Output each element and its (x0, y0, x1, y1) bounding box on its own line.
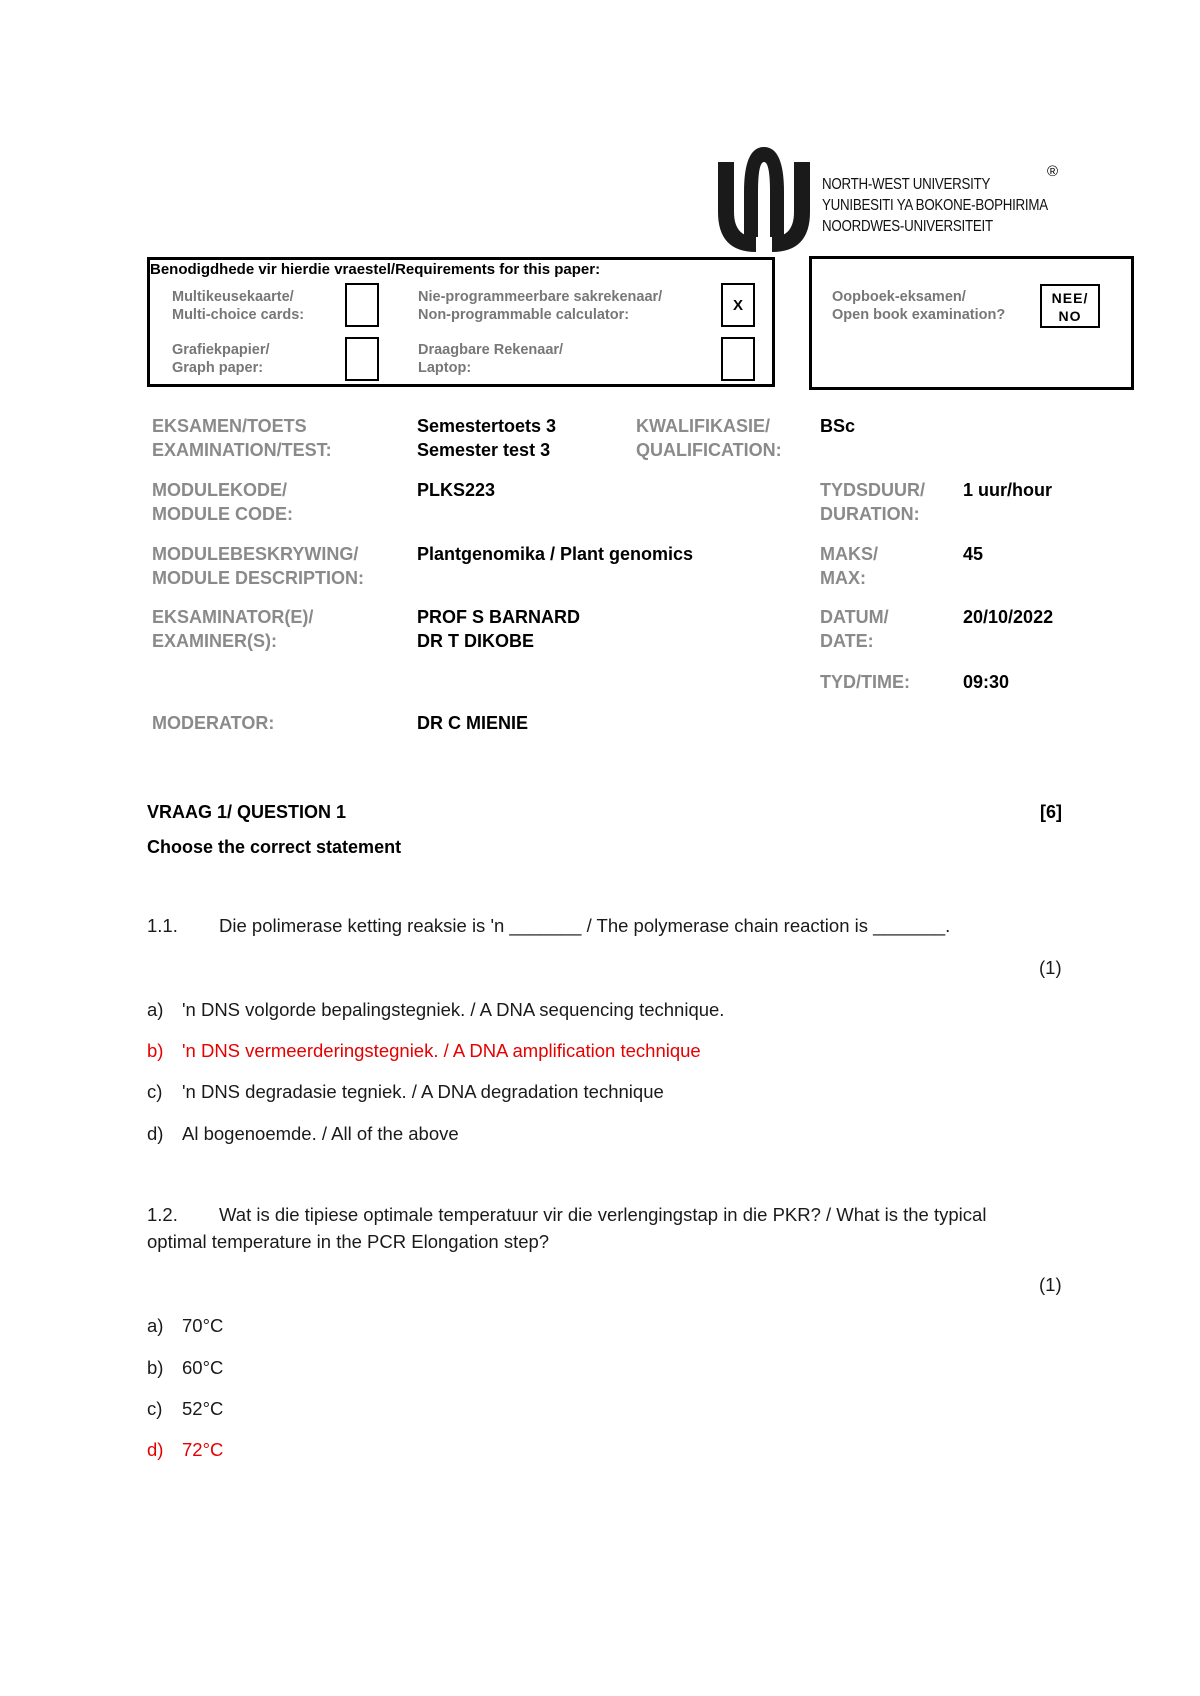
university-name (822, 174, 1048, 237)
question-marks: (1) (1039, 957, 1062, 978)
question-heading: VRAAG 1/ QUESTION 1 (147, 802, 347, 822)
time-value: 09:30 (963, 672, 1010, 692)
question-number: 1.1. (147, 915, 178, 936)
exam-type-label: EKSAMEN/TOETS EXAMINATION/TEST: (152, 416, 332, 460)
question-number: 1.2. (147, 1204, 178, 1225)
graph-paper-label: Grafiekpapier/ Graph paper: (172, 342, 270, 376)
option-d: d) Al bogenoemde. / All of the above (147, 1123, 459, 1144)
moderator-value: DR C MIENIE (417, 713, 529, 733)
option-c: c) 52°C (147, 1398, 224, 1419)
option-d-correct: d) 72°C (147, 1439, 224, 1460)
mc-cards-label: Multikeusekaarte/ Multi-choice cards: (172, 289, 305, 323)
exam-type-value: Semestertoets 3 Semester test 3 (417, 416, 557, 460)
question-text-line1: Wat is die tipiese optimale temperatuur vir die verlengingstap in die PKR? / What is the typical (219, 1204, 987, 1225)
mc-cards-checkbox[interactable] (345, 283, 379, 327)
module-description-value: Plantgenomika / Plant genomics (417, 544, 694, 564)
question-instruction: Choose the correct statement (147, 837, 402, 857)
check-mark: X (732, 296, 743, 314)
qualification-value: BSc (820, 416, 856, 436)
graph-paper-checkbox[interactable] (345, 337, 379, 381)
max-marks-label: MAKS/ MAX: (820, 544, 878, 588)
examiners-value: PROF S BARNARD DR T DIKOBE (417, 607, 581, 651)
question-text: Die polimerase ketting reaksie is 'n _______ / The polymerase chain reaction is _______. (219, 915, 951, 936)
university-name-af: NOORDWES-UNIVERSITEIT (822, 218, 993, 235)
registered-mark: ® (1047, 163, 1059, 180)
time-label: TYD/TIME: (820, 672, 910, 692)
option-a: a) 70°C (147, 1315, 224, 1336)
qualification-label: KWALIFIKASIE/ QUALIFICATION: (636, 416, 782, 460)
duration-value: 1 uur/hour (963, 480, 1052, 500)
moderator-label: MODERATOR: (152, 713, 275, 733)
university-logo-icon (714, 142, 814, 257)
duration-label: TYDSDUUR/ DURATION: (820, 480, 926, 524)
calculator-label: Nie-programmeerbare sakrekenaar/ Non-programmable calculator: (418, 289, 663, 323)
university-name-tn: YUNIBESITI YA BOKONE-BOPHIRIMA (822, 197, 1048, 214)
university-name-en: NORTH-WEST UNIVERSITY (822, 176, 991, 193)
calculator-checkbox[interactable] (721, 283, 755, 327)
open-book-value: NEE/ NO (1040, 284, 1100, 328)
open-book-label: Oopboek-eksamen/ Open book examination? (832, 289, 1006, 323)
question-marks: (1) (1039, 1274, 1062, 1295)
question-text-line2: optimal temperature in the PCR Elongation step? (147, 1231, 550, 1252)
requirements-title: Benodigdhede vir hierdie vraestel/Requirements for this paper: (150, 261, 601, 278)
option-b: b) 60°C (147, 1357, 224, 1378)
option-b-correct: b) 'n DNS vermeerderingstegniek. / A DNA amplification technique (147, 1040, 701, 1061)
question-total-marks: [6] (1040, 802, 1062, 822)
date-label: DATUM/ DATE: (820, 607, 889, 651)
option-a: a) 'n DNS volgorde bepalingstegniek. / A DNA sequencing technique. (147, 999, 725, 1020)
option-c: c) 'n DNS degradasie tegniek. / A DNA degradation technique (147, 1081, 664, 1102)
max-marks-value: 45 (963, 544, 984, 564)
date-value: 20/10/2022 (963, 607, 1054, 627)
examiners-label: EKSAMINATOR(E)/ EXAMINER(S): (152, 607, 314, 651)
module-code-value: PLKS223 (417, 480, 496, 500)
module-description-label: MODULEBESKRYWING/ MODULE DESCRIPTION: (152, 544, 365, 588)
laptop-label: Draagbare Rekenaar/ Laptop: (418, 342, 564, 376)
module-code-label: MODULEKODE/ MODULE CODE: (152, 480, 293, 524)
laptop-checkbox[interactable] (721, 337, 755, 381)
